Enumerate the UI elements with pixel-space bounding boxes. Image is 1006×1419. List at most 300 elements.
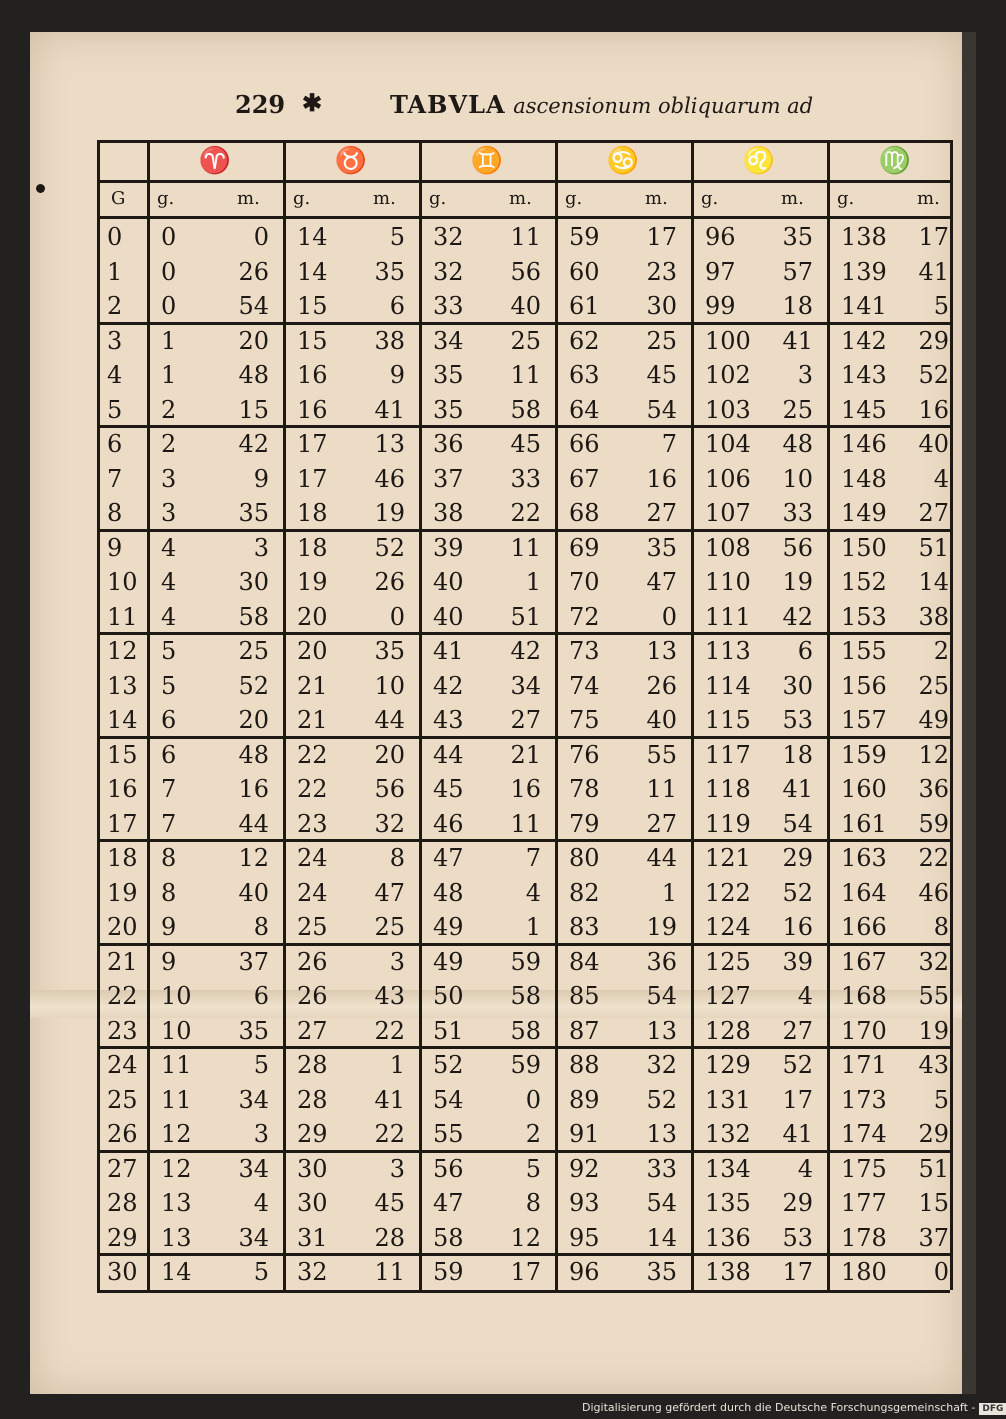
minutes-value: 33 (646, 1154, 677, 1183)
minutes-value: 0 (661, 602, 677, 631)
cancer-icon: ♋ (606, 146, 640, 176)
degrees-value: 121 (705, 844, 751, 872)
minutes-value: 8 (933, 913, 949, 941)
degrees-value: 173 (841, 1085, 887, 1114)
degrees-value: 167 (841, 947, 887, 976)
degrees-value: 127 (705, 982, 751, 1010)
minutes-value: 8 (525, 1189, 541, 1217)
degrees-value: 22 (297, 775, 328, 803)
degrees-value: 95 (569, 1223, 600, 1252)
minutes-value: 30 (238, 568, 269, 596)
degrees-value: 30 (297, 1189, 328, 1217)
minutes-value: 29 (782, 1189, 813, 1217)
degrees-value: 13 (161, 1189, 192, 1217)
minutes-value: 42 (510, 637, 541, 665)
degrees-value: 44 (433, 740, 464, 769)
page-number: 229 (235, 90, 286, 119)
degree-index: 5 (107, 395, 123, 424)
degrees-value: 69 (569, 533, 600, 562)
minutes-value: 18 (782, 740, 813, 769)
degrees-value: 4 (161, 568, 177, 596)
degrees-value: 157 (841, 706, 887, 734)
minutes-value: 58 (510, 982, 541, 1010)
group-separator (97, 839, 950, 842)
degrees-value: 110 (705, 568, 751, 596)
degrees-value: 24 (297, 878, 328, 907)
degree-index: 16 (107, 775, 138, 803)
degree-index: 13 (107, 671, 138, 700)
degree-index: 29 (107, 1223, 138, 1252)
degree-index: 7 (107, 464, 123, 493)
minutes-header: m. (645, 188, 668, 209)
minutes-value: 4 (797, 982, 813, 1010)
degree-index: 8 (107, 499, 123, 527)
minutes-value: 48 (782, 430, 813, 458)
degrees-value: 119 (705, 809, 751, 838)
minutes-value: 34 (238, 1085, 269, 1114)
degrees-value: 117 (705, 740, 751, 769)
minutes-value: 18 (782, 292, 813, 320)
degrees-value: 83 (569, 913, 600, 941)
minutes-value: 5 (389, 223, 405, 251)
minutes-value: 26 (646, 671, 677, 700)
table-right-border (950, 140, 953, 1290)
degrees-value: 41 (433, 637, 464, 665)
minutes-value: 5 (253, 1051, 269, 1079)
degrees-value: 21 (297, 706, 328, 734)
minutes-value: 59 (510, 1051, 541, 1079)
minutes-value: 52 (374, 533, 405, 562)
degrees-value: 7 (161, 809, 177, 838)
minutes-value: 59 (510, 947, 541, 976)
gemini-icon: ♊ (470, 146, 504, 176)
degrees-value: 177 (841, 1189, 887, 1217)
minutes-value: 25 (510, 326, 541, 355)
column-divider (419, 140, 422, 1290)
minutes-value: 36 (646, 947, 677, 976)
minutes-value: 6 (797, 637, 813, 665)
degrees-value: 148 (841, 464, 887, 493)
degrees-value: 152 (841, 568, 887, 596)
minutes-value: 34 (510, 671, 541, 700)
column-divider (691, 140, 694, 1290)
minutes-value: 52 (782, 878, 813, 907)
degrees-header: g. (837, 188, 855, 209)
degrees-value: 1 (161, 326, 177, 355)
minutes-value: 13 (374, 430, 405, 458)
degree-index: 1 (107, 257, 123, 286)
minutes-value: 13 (646, 1120, 677, 1148)
degrees-value: 30 (297, 1154, 328, 1183)
degrees-value: 33 (433, 292, 464, 320)
minutes-value: 29 (918, 326, 949, 355)
minutes-value: 35 (646, 1258, 677, 1286)
minutes-value: 9 (389, 361, 405, 389)
degrees-value: 134 (705, 1154, 751, 1183)
minutes-value: 4 (253, 1189, 269, 1217)
degrees-value: 102 (705, 361, 751, 389)
degrees-value: 3 (161, 464, 177, 493)
minutes-header: m. (509, 188, 532, 209)
degrees-value: 150 (841, 533, 887, 562)
minutes-value: 14 (918, 568, 949, 596)
minutes-value: 45 (374, 1189, 405, 1217)
minutes-value: 30 (646, 292, 677, 320)
minutes-value: 32 (374, 809, 405, 838)
degrees-value: 49 (433, 913, 464, 941)
degrees-value: 88 (569, 1051, 600, 1079)
degrees-value: 27 (297, 1016, 328, 1045)
minutes-value: 0 (253, 223, 269, 251)
minutes-value: 44 (374, 706, 405, 734)
minutes-value: 25 (238, 637, 269, 665)
minutes-value: 23 (646, 257, 677, 286)
degrees-value: 111 (705, 602, 751, 631)
aries-icon: ♈ (198, 146, 232, 176)
degree-index: 19 (107, 878, 138, 907)
degrees-value: 17 (297, 430, 328, 458)
minutes-value: 10 (782, 464, 813, 493)
minutes-value: 52 (238, 671, 269, 700)
minutes-value: 41 (782, 326, 813, 355)
degrees-value: 93 (569, 1189, 600, 1217)
minutes-value: 38 (374, 326, 405, 355)
degrees-value: 114 (705, 671, 751, 700)
minutes-value: 12 (510, 1223, 541, 1252)
minutes-value: 1 (389, 1051, 405, 1079)
degrees-value: 143 (841, 361, 887, 389)
degrees-value: 46 (433, 809, 464, 838)
degrees-header: g. (565, 188, 583, 209)
group-separator (97, 529, 950, 532)
degrees-value: 100 (705, 326, 751, 355)
degrees-value: 25 (297, 913, 328, 941)
minutes-value: 25 (374, 913, 405, 941)
minutes-value: 44 (238, 809, 269, 838)
degrees-value: 6 (161, 740, 177, 769)
column-divider (555, 140, 558, 1290)
degrees-value: 40 (433, 602, 464, 631)
degrees-value: 62 (569, 326, 600, 355)
degrees-value: 0 (161, 257, 177, 286)
degrees-value: 31 (297, 1223, 328, 1252)
degrees-value: 87 (569, 1016, 600, 1045)
group-separator (97, 425, 950, 428)
degrees-value: 8 (161, 878, 177, 907)
footer-credit (582, 1401, 1006, 1415)
minutes-value: 11 (510, 533, 541, 562)
degrees-value: 175 (841, 1154, 887, 1183)
minutes-value: 14 (646, 1223, 677, 1252)
degrees-value: 35 (433, 395, 464, 424)
degree-index: 10 (107, 568, 138, 596)
minutes-value: 52 (782, 1051, 813, 1079)
minutes-value: 30 (782, 671, 813, 700)
degrees-value: 146 (841, 430, 887, 458)
degrees-value: 103 (705, 395, 751, 424)
degrees-value: 131 (705, 1085, 751, 1114)
virgo-icon: ♍ (878, 146, 912, 176)
degrees-value: 14 (297, 257, 328, 286)
degrees-value: 19 (297, 568, 328, 596)
degrees-value: 24 (297, 844, 328, 872)
degrees-value: 18 (297, 499, 328, 527)
degrees-value: 48 (433, 878, 464, 907)
degrees-value: 156 (841, 671, 887, 700)
dfg-logo: DFG (979, 1403, 1006, 1415)
degree-index: 22 (107, 982, 138, 1010)
g-column-header: G (111, 188, 126, 209)
degrees-value: 153 (841, 602, 887, 631)
leo-icon: ♌ (742, 146, 776, 176)
column-divider (283, 140, 286, 1290)
degrees-value: 164 (841, 878, 887, 907)
degrees-value: 138 (705, 1258, 751, 1286)
degrees-value: 28 (297, 1085, 328, 1114)
degrees-value: 7 (161, 775, 177, 803)
minutes-value: 54 (646, 1189, 677, 1217)
minutes-value: 58 (238, 602, 269, 631)
degree-index: 30 (107, 1258, 138, 1286)
degrees-value: 70 (569, 568, 600, 596)
minutes-value: 39 (782, 947, 813, 976)
minutes-value: 1 (525, 568, 541, 596)
minutes-value: 51 (510, 602, 541, 631)
degrees-value: 174 (841, 1120, 887, 1148)
degrees-value: 171 (841, 1051, 887, 1079)
minutes-value: 26 (374, 568, 405, 596)
degrees-value: 35 (433, 361, 464, 389)
minutes-value: 40 (238, 878, 269, 907)
minutes-value: 48 (238, 361, 269, 389)
degrees-value: 37 (433, 464, 464, 493)
degrees-value: 96 (569, 1258, 600, 1286)
minutes-value: 34 (238, 1223, 269, 1252)
minutes-value: 27 (510, 706, 541, 734)
degree-index: 15 (107, 740, 138, 769)
column-divider (827, 140, 830, 1290)
minutes-value: 33 (510, 464, 541, 493)
degrees-value: 52 (433, 1051, 464, 1079)
minutes-value: 56 (782, 533, 813, 562)
degrees-value: 56 (433, 1154, 464, 1183)
minutes-value: 19 (374, 499, 405, 527)
degrees-value: 160 (841, 775, 887, 803)
degrees-value: 3 (161, 499, 177, 527)
minutes-header: m. (917, 188, 940, 209)
degrees-value: 12 (161, 1154, 192, 1183)
degrees-value: 36 (433, 430, 464, 458)
minutes-value: 35 (238, 499, 269, 527)
degrees-value: 68 (569, 499, 600, 527)
degrees-value: 84 (569, 947, 600, 976)
minutes-value: 7 (525, 844, 541, 872)
minutes-value: 41 (782, 1120, 813, 1148)
degree-index: 12 (107, 637, 138, 665)
degrees-value: 124 (705, 913, 751, 941)
minutes-value: 35 (238, 1016, 269, 1045)
degrees-value: 60 (569, 257, 600, 286)
minutes-value: 1 (525, 913, 541, 941)
degrees-value: 15 (297, 292, 328, 320)
degrees-value: 32 (297, 1258, 328, 1286)
minutes-value: 43 (918, 1051, 949, 1079)
minutes-value: 33 (782, 499, 813, 527)
minutes-value: 16 (918, 395, 949, 424)
degrees-value: 178 (841, 1223, 887, 1252)
degrees-value: 104 (705, 430, 751, 458)
degrees-value: 92 (569, 1154, 600, 1183)
degrees-value: 99 (705, 292, 736, 320)
minutes-value: 9 (253, 464, 269, 493)
minutes-value: 47 (374, 878, 405, 907)
group-separator (97, 1253, 950, 1256)
minutes-value: 27 (646, 809, 677, 838)
degrees-value: 97 (705, 257, 736, 286)
degrees-value: 12 (161, 1120, 192, 1148)
minutes-value: 54 (238, 292, 269, 320)
degree-index: 9 (107, 533, 123, 562)
degrees-value: 11 (161, 1051, 192, 1079)
minutes-value: 19 (782, 568, 813, 596)
minutes-value: 40 (646, 706, 677, 734)
degrees-header: g. (157, 188, 175, 209)
minutes-value: 48 (238, 740, 269, 769)
minutes-value: 22 (510, 499, 541, 527)
degrees-value: 138 (841, 223, 887, 251)
minutes-value: 51 (918, 1154, 949, 1183)
title-subtitle: ascensionum obliquarum ad (513, 94, 814, 118)
minutes-value: 20 (238, 706, 269, 734)
degrees-value: 9 (161, 947, 177, 976)
minutes-value: 13 (646, 637, 677, 665)
degrees-value: 58 (433, 1223, 464, 1252)
degrees-value: 141 (841, 292, 887, 320)
degrees-value: 16 (297, 395, 328, 424)
degrees-value: 16 (297, 361, 328, 389)
degrees-value: 63 (569, 361, 600, 389)
minutes-value: 54 (782, 809, 813, 838)
minutes-value: 7 (661, 430, 677, 458)
degrees-value: 59 (433, 1258, 464, 1286)
degrees-value: 59 (569, 223, 600, 251)
degrees-value: 2 (161, 395, 177, 424)
minutes-value: 8 (389, 844, 405, 872)
degree-index: 0 (107, 223, 123, 251)
minutes-value: 56 (510, 257, 541, 286)
minutes-value: 51 (918, 533, 949, 562)
minutes-value: 13 (646, 1016, 677, 1045)
minutes-value: 55 (646, 740, 677, 769)
minutes-value: 27 (646, 499, 677, 527)
group-separator (97, 322, 950, 325)
minutes-value: 0 (389, 602, 405, 631)
degrees-value: 15 (297, 326, 328, 355)
degrees-value: 22 (297, 740, 328, 769)
minutes-value: 17 (646, 223, 677, 251)
minutes-value: 49 (918, 706, 949, 734)
degrees-value: 139 (841, 257, 887, 286)
degrees-value: 85 (569, 982, 600, 1010)
minutes-value: 46 (918, 878, 949, 907)
minutes-header: m. (781, 188, 804, 209)
minutes-value: 40 (918, 430, 949, 458)
degrees-value: 159 (841, 740, 887, 769)
minutes-value: 2 (525, 1120, 541, 1148)
degrees-value: 80 (569, 844, 600, 872)
degree-index: 6 (107, 430, 123, 458)
degrees-value: 5 (161, 637, 177, 665)
minutes-value: 4 (797, 1154, 813, 1183)
minutes-value: 22 (374, 1120, 405, 1148)
minutes-value: 53 (782, 706, 813, 734)
minutes-value: 3 (253, 533, 269, 562)
degree-index: 11 (107, 602, 138, 631)
degrees-value: 42 (433, 671, 464, 700)
degrees-value: 73 (569, 637, 600, 665)
degrees-value: 67 (569, 464, 600, 493)
degrees-value: 11 (161, 1085, 192, 1114)
degrees-value: 8 (161, 844, 177, 872)
degrees-value: 26 (297, 947, 328, 976)
degree-index: 20 (107, 913, 138, 941)
degrees-header: g. (293, 188, 311, 209)
minutes-value: 46 (374, 464, 405, 493)
minutes-value: 35 (646, 533, 677, 562)
minutes-value: 19 (918, 1016, 949, 1045)
degrees-value: 129 (705, 1051, 751, 1079)
minutes-value: 0 (525, 1085, 541, 1114)
asterisk-mark: ✱ (302, 88, 323, 117)
minutes-value: 11 (510, 361, 541, 389)
degrees-value: 51 (433, 1016, 464, 1045)
minutes-value: 0 (933, 1258, 949, 1286)
group-separator (97, 1150, 950, 1153)
minutes-value: 56 (374, 775, 405, 803)
group-separator (97, 632, 950, 635)
degrees-value: 118 (705, 775, 751, 803)
degrees-value: 155 (841, 637, 887, 665)
degrees-value: 74 (569, 671, 600, 700)
minutes-value: 5 (933, 292, 949, 320)
minutes-value: 41 (918, 257, 949, 286)
minutes-value: 4 (525, 878, 541, 907)
degrees-value: 21 (297, 671, 328, 700)
minutes-value: 41 (374, 395, 405, 424)
minutes-value: 54 (646, 982, 677, 1010)
degrees-value: 26 (297, 982, 328, 1010)
minutes-value: 3 (797, 361, 813, 389)
degree-index: 24 (107, 1051, 138, 1079)
degrees-value: 0 (161, 292, 177, 320)
degrees-value: 13 (161, 1223, 192, 1252)
minutes-value: 44 (646, 844, 677, 872)
table-bottom-border (97, 1290, 950, 1293)
minutes-value: 21 (510, 740, 541, 769)
degrees-value: 28 (297, 1051, 328, 1079)
minutes-value: 16 (646, 464, 677, 493)
degrees-value: 9 (161, 913, 177, 941)
degrees-value: 166 (841, 913, 887, 941)
minutes-value: 58 (510, 395, 541, 424)
minutes-value: 11 (510, 223, 541, 251)
degrees-value: 49 (433, 947, 464, 976)
minutes-value: 35 (374, 637, 405, 665)
minutes-value: 32 (918, 947, 949, 976)
degree-index: 28 (107, 1189, 138, 1217)
minutes-value: 20 (238, 326, 269, 355)
degree-index: 3 (107, 326, 123, 355)
